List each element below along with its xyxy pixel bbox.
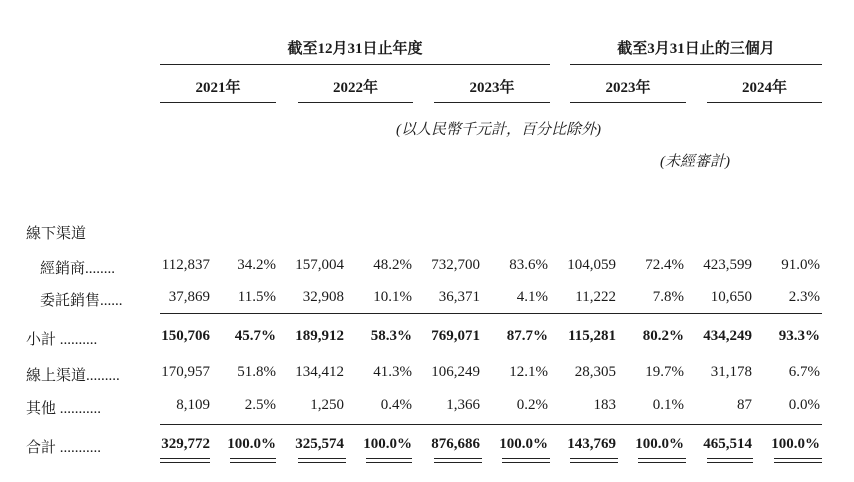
table-cell: 1,366 [446,397,480,413]
table-cell: 2.3% [788,289,820,305]
table-cell: 37,869 [168,289,210,305]
table-cell: 465,514 [703,436,752,452]
total-double-rule [570,458,618,463]
year-rule [707,102,822,103]
table-cell: 100.0% [635,436,684,452]
table-cell: 91.0% [781,257,820,273]
table-cell: 0.2% [516,397,548,413]
year-header-2021: 2021年 [195,80,241,96]
table-cell: 100.0% [227,436,276,452]
table-cell: 100.0% [771,436,820,452]
table-cell: 434,249 [703,328,752,344]
table-cell: 329,772 [161,436,210,452]
year-header-2022: 2022年 [332,80,378,96]
unaudited-note: (未經審計) [660,154,730,170]
table-cell: 876,686 [431,436,480,452]
table-cell: 112,837 [161,257,210,273]
section-title-offline: 線下渠道 [26,226,87,242]
row-label-subtotal: 小計 .......... [26,332,98,348]
table-cell: 31,178 [710,364,752,380]
header-group-quarter: 截至3月31日止的三個月 [617,41,775,57]
table-cell: 51.8% [237,364,276,380]
table-cell: 104,059 [567,257,616,273]
year-rule [160,102,276,103]
table-cell: 143,769 [567,436,616,452]
table-cell: 183 [593,397,616,413]
row-label-others: 其他 ........... [26,401,102,417]
table-cell: 12.1% [509,364,548,380]
table-cell: 1,250 [310,397,344,413]
table-cell: 7.8% [652,289,684,305]
table-cell: 769,071 [431,328,480,344]
table-cell: 150,706 [161,328,210,344]
total-double-rule [230,458,276,463]
table-cell: 80.2% [642,328,684,344]
table-cell: 87.7% [506,328,548,344]
total-double-rule [434,458,482,463]
table-cell: 72.4% [645,257,684,273]
table-cell: 2.5% [244,397,276,413]
table-cell: 32,908 [302,289,344,305]
table-cell: 19.7% [645,364,684,380]
row-label-total: 合計 ........... [26,440,102,456]
year-header-2023: 2023年 [469,80,515,96]
table-cell: 36,371 [438,289,480,305]
table-cell: 45.7% [234,328,276,344]
year-rule [298,102,413,103]
year-rule [570,102,686,103]
table-cell: 100.0% [363,436,412,452]
table-cell: 41.3% [373,364,412,380]
table-cell: 8,109 [176,397,210,413]
table-cell: 134,412 [295,364,344,380]
total-double-rule [502,458,550,463]
year-header-2023-q1: 2023年 [605,80,651,96]
total-double-rule [638,458,686,463]
table-cell: 58.3% [370,328,412,344]
total-double-rule [160,458,210,463]
table-cell: 48.2% [373,257,412,273]
table-cell: 6.7% [788,364,820,380]
table-cell: 157,004 [295,257,344,273]
total-double-rule [774,458,822,463]
table-cell: 325,574 [295,436,344,452]
year-header-2024-q1: 2024年 [741,80,787,96]
table-cell: 170,957 [161,364,210,380]
table-cell: 423,599 [703,257,752,273]
table-cell: 4.1% [516,289,548,305]
table-cell: 28,305 [574,364,616,380]
table-cell: 100.0% [499,436,548,452]
total-rule-top [160,424,822,425]
table-cell: 732,700 [431,257,480,273]
table-cell: 0.1% [652,397,684,413]
table-cell: 10,650 [710,289,752,305]
year-rule [434,102,550,103]
table-cell: 87 [737,397,752,413]
subtotal-rule [160,313,822,314]
row-label-distributors: 經銷商........ [40,261,116,277]
table-cell: 83.6% [509,257,548,273]
table-cell: 0.4% [380,397,412,413]
table-cell: 0.0% [788,397,820,413]
table-cell: 11.5% [237,289,276,305]
row-label-consignment: 委託銷售...... [40,293,123,309]
unit-note: (以人民幣千元計，百分比除外) [396,122,601,138]
header-rule-annual [160,64,550,65]
table-cell: 11,222 [575,289,616,305]
table-cell: 106,249 [431,364,480,380]
table-cell: 115,281 [568,328,616,344]
table-cell: 34.2% [237,257,276,273]
total-double-rule [366,458,412,463]
table-cell: 10.1% [373,289,412,305]
header-rule-quarter [570,64,822,65]
total-double-rule [298,458,346,463]
table-cell: 189,912 [295,328,344,344]
total-double-rule [707,458,753,463]
header-group-annual: 截至12月31日止年度 [287,41,423,57]
row-label-online: 線上渠道......... [26,368,120,384]
table-cell: 93.3% [778,328,820,344]
